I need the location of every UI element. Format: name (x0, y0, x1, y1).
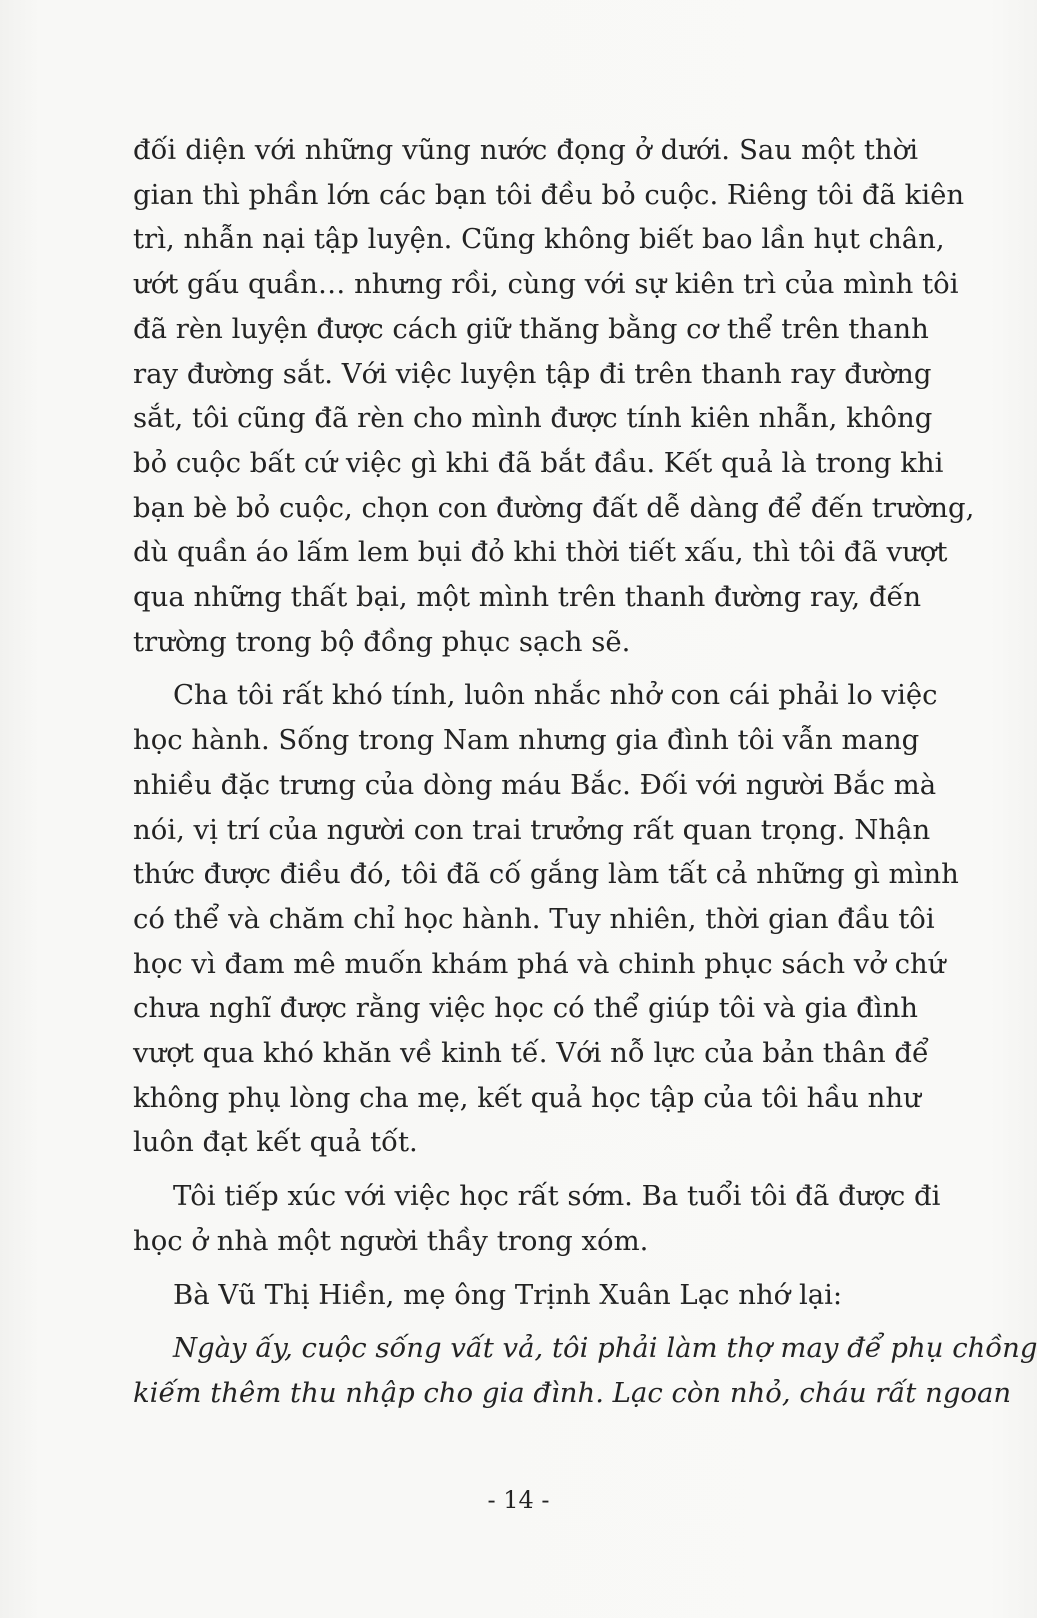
text-line: không phụ lòng cha mẹ, kết quả học tập của tôi hầu như (133, 1081, 921, 1114)
text-line: sắt, tôi cũng đã rèn cho mình được tính kiên nhẫn, không (133, 402, 933, 435)
text-line: ướt gấu quần… nhưng rồi, cùng với sự kiên trì của mình tôi (133, 268, 959, 301)
text-line: trì, nhẫn nại tập luyện. Cũng không biết bao lần hụt chân, (133, 223, 945, 256)
text-line: chưa nghĩ được rằng việc học có thể giúp tôi và gia đình (133, 992, 918, 1025)
text-line: có thể và chăm chỉ học hành. Tuy nhiên, thời gian đầu tôi (133, 902, 935, 935)
text-line: đã rèn luyện được cách giữ thăng bằng cơ thể trên thanh (133, 312, 929, 345)
text-line: Ngày ấy, cuộc sống vất vả, tôi phải làm thợ may để phụ chồng (173, 1332, 1037, 1365)
paragraph (133, 673, 959, 1165)
text-line: gian thì phần lớn các bạn tôi đều bỏ cuộc. Riêng tôi đã kiên (133, 178, 965, 211)
text-line: học ở nhà một người thầy trong xóm. (133, 1224, 649, 1257)
text-line: nhiều đặc trưng của dòng máu Bắc. Đối với người Bắc mà (133, 768, 937, 801)
body-text (133, 128, 1037, 1416)
text-line: vượt qua khó khăn về kinh tế. Với nỗ lực của bản thân để (133, 1037, 929, 1070)
text-line: ray đường sắt. Với việc luyện tập đi trên thanh ray đường (133, 357, 932, 390)
text-line: trường trong bộ đồng phục sạch sẽ. (133, 625, 631, 658)
text-line: học vì đam mê muốn khám phá và chinh phục sách vở chứ (133, 947, 946, 980)
text-line: dù quần áo lấm lem bụi đỏ khi thời tiết xấu, thì tôi đã vượt (133, 536, 948, 569)
text-line: Tôi tiếp xúc với việc học rất sớm. Ba tuổi tôi đã được đi (173, 1180, 941, 1213)
text-line: học hành. Sống trong Nam nhưng gia đình tôi vẫn mang (133, 724, 920, 757)
quoted-paragraph (133, 1326, 1037, 1415)
text-line: bạn bè bỏ cuộc, chọn con đường đất dễ dàng để đến trường, (133, 491, 975, 524)
paragraph (133, 128, 975, 664)
paragraph (133, 1273, 918, 1318)
paragraph (133, 1174, 941, 1263)
text-line: kiếm thêm thu nhập cho gia đình. Lạc còn nhỏ, cháu rất ngoan (133, 1376, 1012, 1409)
text-line: đối diện với những vũng nước đọng ở dưới. Sau một thời (133, 134, 918, 166)
text-line: thức được điều đó, tôi đã cố gắng làm tất cả những gì mình (133, 858, 959, 891)
text-line: bỏ cuộc bất cứ việc gì khi đã bắt đầu. Kết quả là trong khi (133, 446, 944, 479)
text-line: Bà Vũ Thị Hiền, mẹ ông Trịnh Xuân Lạc nhớ lại: (173, 1278, 843, 1311)
text-line: luôn đạt kết quả tốt. (133, 1126, 418, 1159)
page-number: - 14 - (487, 1486, 550, 1514)
text-line: nói, vị trí của người con trai trưởng rất quan trọng. Nhận (133, 813, 931, 846)
text-line: Cha tôi rất khó tính, luôn nhắc nhở con cái phải lo việc (173, 679, 938, 712)
text-line: qua những thất bại, một mình trên thanh đường ray, đến (133, 581, 922, 614)
